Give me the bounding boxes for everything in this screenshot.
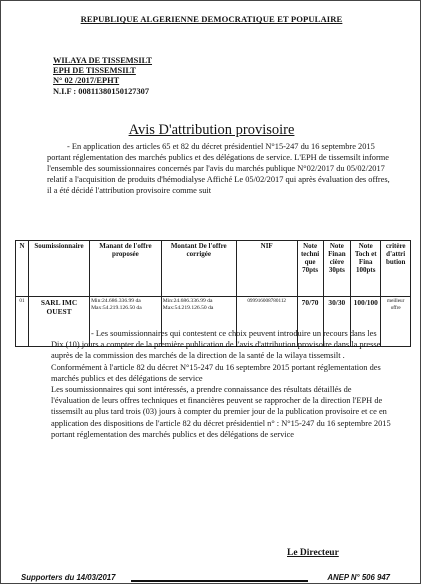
col-header-note-tech: Note techni que 70pts xyxy=(297,241,323,297)
col-header-montant-corrige: Montant De l'offre corrigée xyxy=(161,241,236,297)
col-header-soumissionnaire: Soumissionnaire xyxy=(28,241,89,297)
footer-anep-number: ANEP N° 506 947 xyxy=(327,573,390,582)
director-signature-label: Le Directeur xyxy=(287,548,339,558)
cell-soumissionnaire: SARL IMC OUEST xyxy=(28,297,89,347)
col-header-nif: NIF xyxy=(236,241,297,297)
footer-divider xyxy=(131,580,308,582)
reference-line: N° 02 /2017/EPHT xyxy=(53,76,120,86)
cell-montant-corrige: Min:24.686.336.99 da Max:54.219.126.50 da xyxy=(161,297,236,347)
recourse-paragraph: - Les soumissionnaires qui contestent ce choix peuvent introduire un recours dans les Dix (10) jours a compter de la première publication de l'avis d'attribution provisoire dans la presse auprès de la commission des marchés de la direction de la santé de la wilaya tissemsilt . Conformément à l'article 82 du décret N°15-247 du 16 septembre 2015 portant réglementation des marchés publics et des délégations de service xyxy=(51,329,381,383)
issuer-header xyxy=(53,56,152,97)
cell-critere: meilleur offre xyxy=(381,297,411,347)
footer-publication-date: Supporters du 14/03/2017 xyxy=(21,573,116,582)
intro-paragraph xyxy=(47,141,392,196)
col-header-n: N xyxy=(16,241,29,297)
notice-title: Avis D'attribution provisoire xyxy=(128,122,295,138)
consultation-paragraph: Les soumissionnaires qui sont intéressés, a prendre connaissance des résultats détaillés de l'évaluation de leurs offres techniques et financières peuvent se rapprocher de la direction l'EPH de tissemsilt au plus tard trois (03) jours à compter du premier jour de la publication provisoire et ce en application des dispositions de l'article 82 du décret présidentiel n° : N°15-247 du 16 septembre 2015 portant réglementation des marchés publics et des délégations de service xyxy=(51,385,391,439)
cell-note-fin: 30/30 xyxy=(323,297,350,347)
col-header-note-total: Note Toch et Fina 100pts xyxy=(351,241,381,297)
col-header-critere: critère d'attri bution xyxy=(381,241,411,297)
eph-line: EPH DE TISSEMSILT xyxy=(53,66,136,76)
nif-line: N.I.F : 00811380150127307 xyxy=(53,86,150,96)
cell-n: 01 xyxy=(16,297,29,347)
col-header-note-fin: Note Finan cière 30pts xyxy=(323,241,350,297)
cell-montant-propose: Min:24.686.336.99 da Max:54.219.126.50 da xyxy=(90,297,162,347)
table-header-row xyxy=(16,241,411,297)
col-header-montant-propose: Manant de l'offre proposée xyxy=(90,241,162,297)
cell-note-total: 100/100 xyxy=(351,297,381,347)
recourse-section xyxy=(51,328,391,440)
wilaya-line: WILAYA DE TISSEMSILT xyxy=(53,56,153,65)
cell-nif: 099916008780112 xyxy=(236,297,297,347)
intro-text: - En application des articles 65 et 82 du décret présidentiel N°15-247 du 16 septembre 2015 portant réglementation des marchés publics et des délégations de service. L'EPH de tissemsilt informe l'ensemble des soumissionnaires concernés par l'avis du marchés publique N°02/2017 du 05/02/2017 relatif a l'acquisition de produits d'hémodialyse Affiché Le 05/02/2017 qui après évaluation des offres, il a été décidé l'attribution provisoire comme suit xyxy=(47,142,390,196)
republic-heading: REPUBLIQUE ALGERIENNE DEMOCRATIQUE ET POPULAIRE xyxy=(80,14,343,24)
cell-note-tech: 70/70 xyxy=(297,297,323,347)
